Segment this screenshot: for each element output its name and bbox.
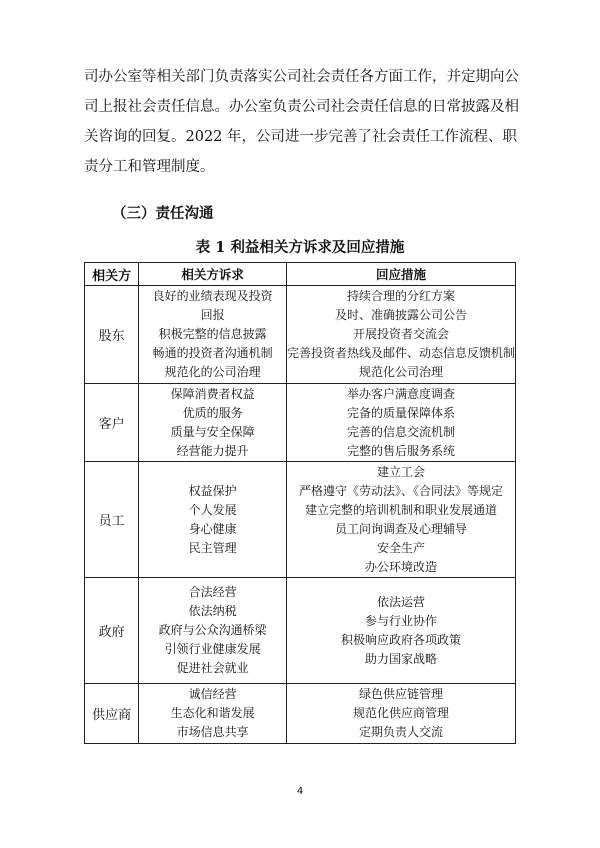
response-measures — [286, 286, 515, 384]
stakeholder-table — [84, 262, 516, 744]
paragraph-line: 司上报社会责任信息。办公室负责公司社会责任信息的日常披露及相 — [84, 99, 519, 115]
measure-item: 建立完整的培训机制和职业发展通道 — [304, 502, 497, 517]
demand-item: 质量与安全保障 — [170, 424, 255, 439]
demand-item: 权益保护 — [188, 483, 237, 498]
table-row — [85, 684, 516, 744]
demand-item: 促进社会就业 — [176, 661, 249, 675]
stakeholder-demands — [139, 384, 287, 462]
measure-item: 完善的信息交流机制 — [346, 424, 455, 439]
demand-item: 诚信经营 — [188, 687, 237, 701]
demand-item: 畅通的投资者沟通机制 — [152, 346, 273, 360]
paragraph-line: 责分工和管理制度。 — [84, 159, 215, 175]
header-demands: 相关方诉求 — [139, 263, 287, 286]
demand-item: 回报 — [200, 308, 225, 322]
stakeholder-name: 员工 — [85, 462, 139, 578]
demand-item: 引领行业健康发展 — [164, 642, 261, 656]
measure-item: 参与行业协作 — [364, 613, 437, 628]
response-measures — [286, 462, 515, 578]
response-measures — [286, 384, 515, 462]
table-caption: 表 1 利益相关方诉求及回应措施 — [195, 239, 405, 256]
demand-item: 个人发展 — [188, 502, 237, 517]
table-row — [85, 384, 516, 462]
paragraph-line: 关咨询的回复。2022 年，公司进一步完善了社会责任工作流程、职 — [84, 129, 518, 145]
demand-item: 生态化和谐发展 — [170, 706, 255, 720]
measure-item: 积极响应政府各项政策 — [340, 632, 461, 647]
measure-item: 及时、准确披露公司公告 — [334, 308, 467, 322]
demand-item: 良好的业绩表现及投资 — [152, 289, 273, 303]
body-paragraph — [84, 62, 524, 182]
stakeholder-demands — [139, 578, 287, 684]
measure-item: 举办客户满意度调查 — [346, 386, 455, 401]
demand-item: 民主管理 — [188, 540, 237, 555]
paragraph-line: 司办公室等相关部门负责落实公司社会责任各方面工作，并定期向公 — [84, 69, 519, 85]
measure-item: 绿色供应链管理 — [358, 687, 443, 701]
stakeholder-name: 供应商 — [85, 684, 139, 744]
measure-item: 助力国家战略 — [364, 651, 437, 666]
demand-item: 优质的服务 — [182, 405, 243, 420]
stakeholder-name: 客户 — [85, 384, 139, 462]
table-row — [85, 286, 516, 384]
stakeholder-demands — [139, 286, 287, 384]
response-measures — [286, 684, 515, 744]
measure-item: 规范化公司治理 — [358, 365, 443, 379]
section-heading: （三）责任沟通 — [112, 205, 214, 222]
measure-item: 安全生产 — [376, 540, 425, 555]
measure-item: 严格遵守《劳动法》、《合同法》等规定 — [298, 483, 503, 498]
stakeholder-name: 政府 — [85, 578, 139, 684]
demand-item: 合法经营 — [188, 585, 237, 599]
measure-item: 完整的售后服务系统 — [346, 443, 455, 458]
stakeholder-demands — [139, 462, 287, 578]
measure-item: 建立工会 — [376, 464, 425, 479]
measure-item: 定期负责人交流 — [358, 725, 443, 739]
demand-item: 保障消费者权益 — [170, 386, 255, 401]
measure-item: 持续合理的分红方案 — [346, 289, 455, 303]
demand-item: 规范化的公司治理 — [164, 365, 261, 379]
measure-item: 开展投资者交流会 — [352, 327, 449, 341]
measure-item: 办公环境改造 — [364, 559, 437, 574]
demand-item: 政府与公众沟通桥梁 — [158, 623, 267, 637]
demand-item: 依法纳税 — [188, 604, 237, 618]
demand-item: 市场信息共享 — [176, 725, 249, 739]
header-party: 相关方 — [85, 263, 139, 286]
table-row — [85, 578, 516, 684]
demand-item: 身心健康 — [188, 521, 237, 536]
measure-item: 规范化供应商管理 — [352, 706, 449, 720]
header-measures: 回应措施 — [286, 263, 515, 286]
table-row — [85, 462, 516, 578]
demand-item: 积极完整的信息披露 — [158, 327, 267, 341]
stakeholder-demands — [139, 684, 287, 744]
table-header-row — [85, 263, 516, 286]
demand-item: 经营能力提升 — [176, 443, 249, 458]
page-number: 4 — [296, 786, 304, 797]
stakeholder-name: 股东 — [85, 286, 139, 384]
measure-item: 依法运营 — [376, 594, 425, 609]
measure-item: 完备的质量保障体系 — [346, 405, 455, 420]
response-measures — [286, 578, 515, 684]
measure-item: 员工问询调查及心理辅导 — [334, 521, 467, 536]
measure-item: 完善投资者热线及邮件、动态信息反馈机制 — [286, 346, 515, 360]
